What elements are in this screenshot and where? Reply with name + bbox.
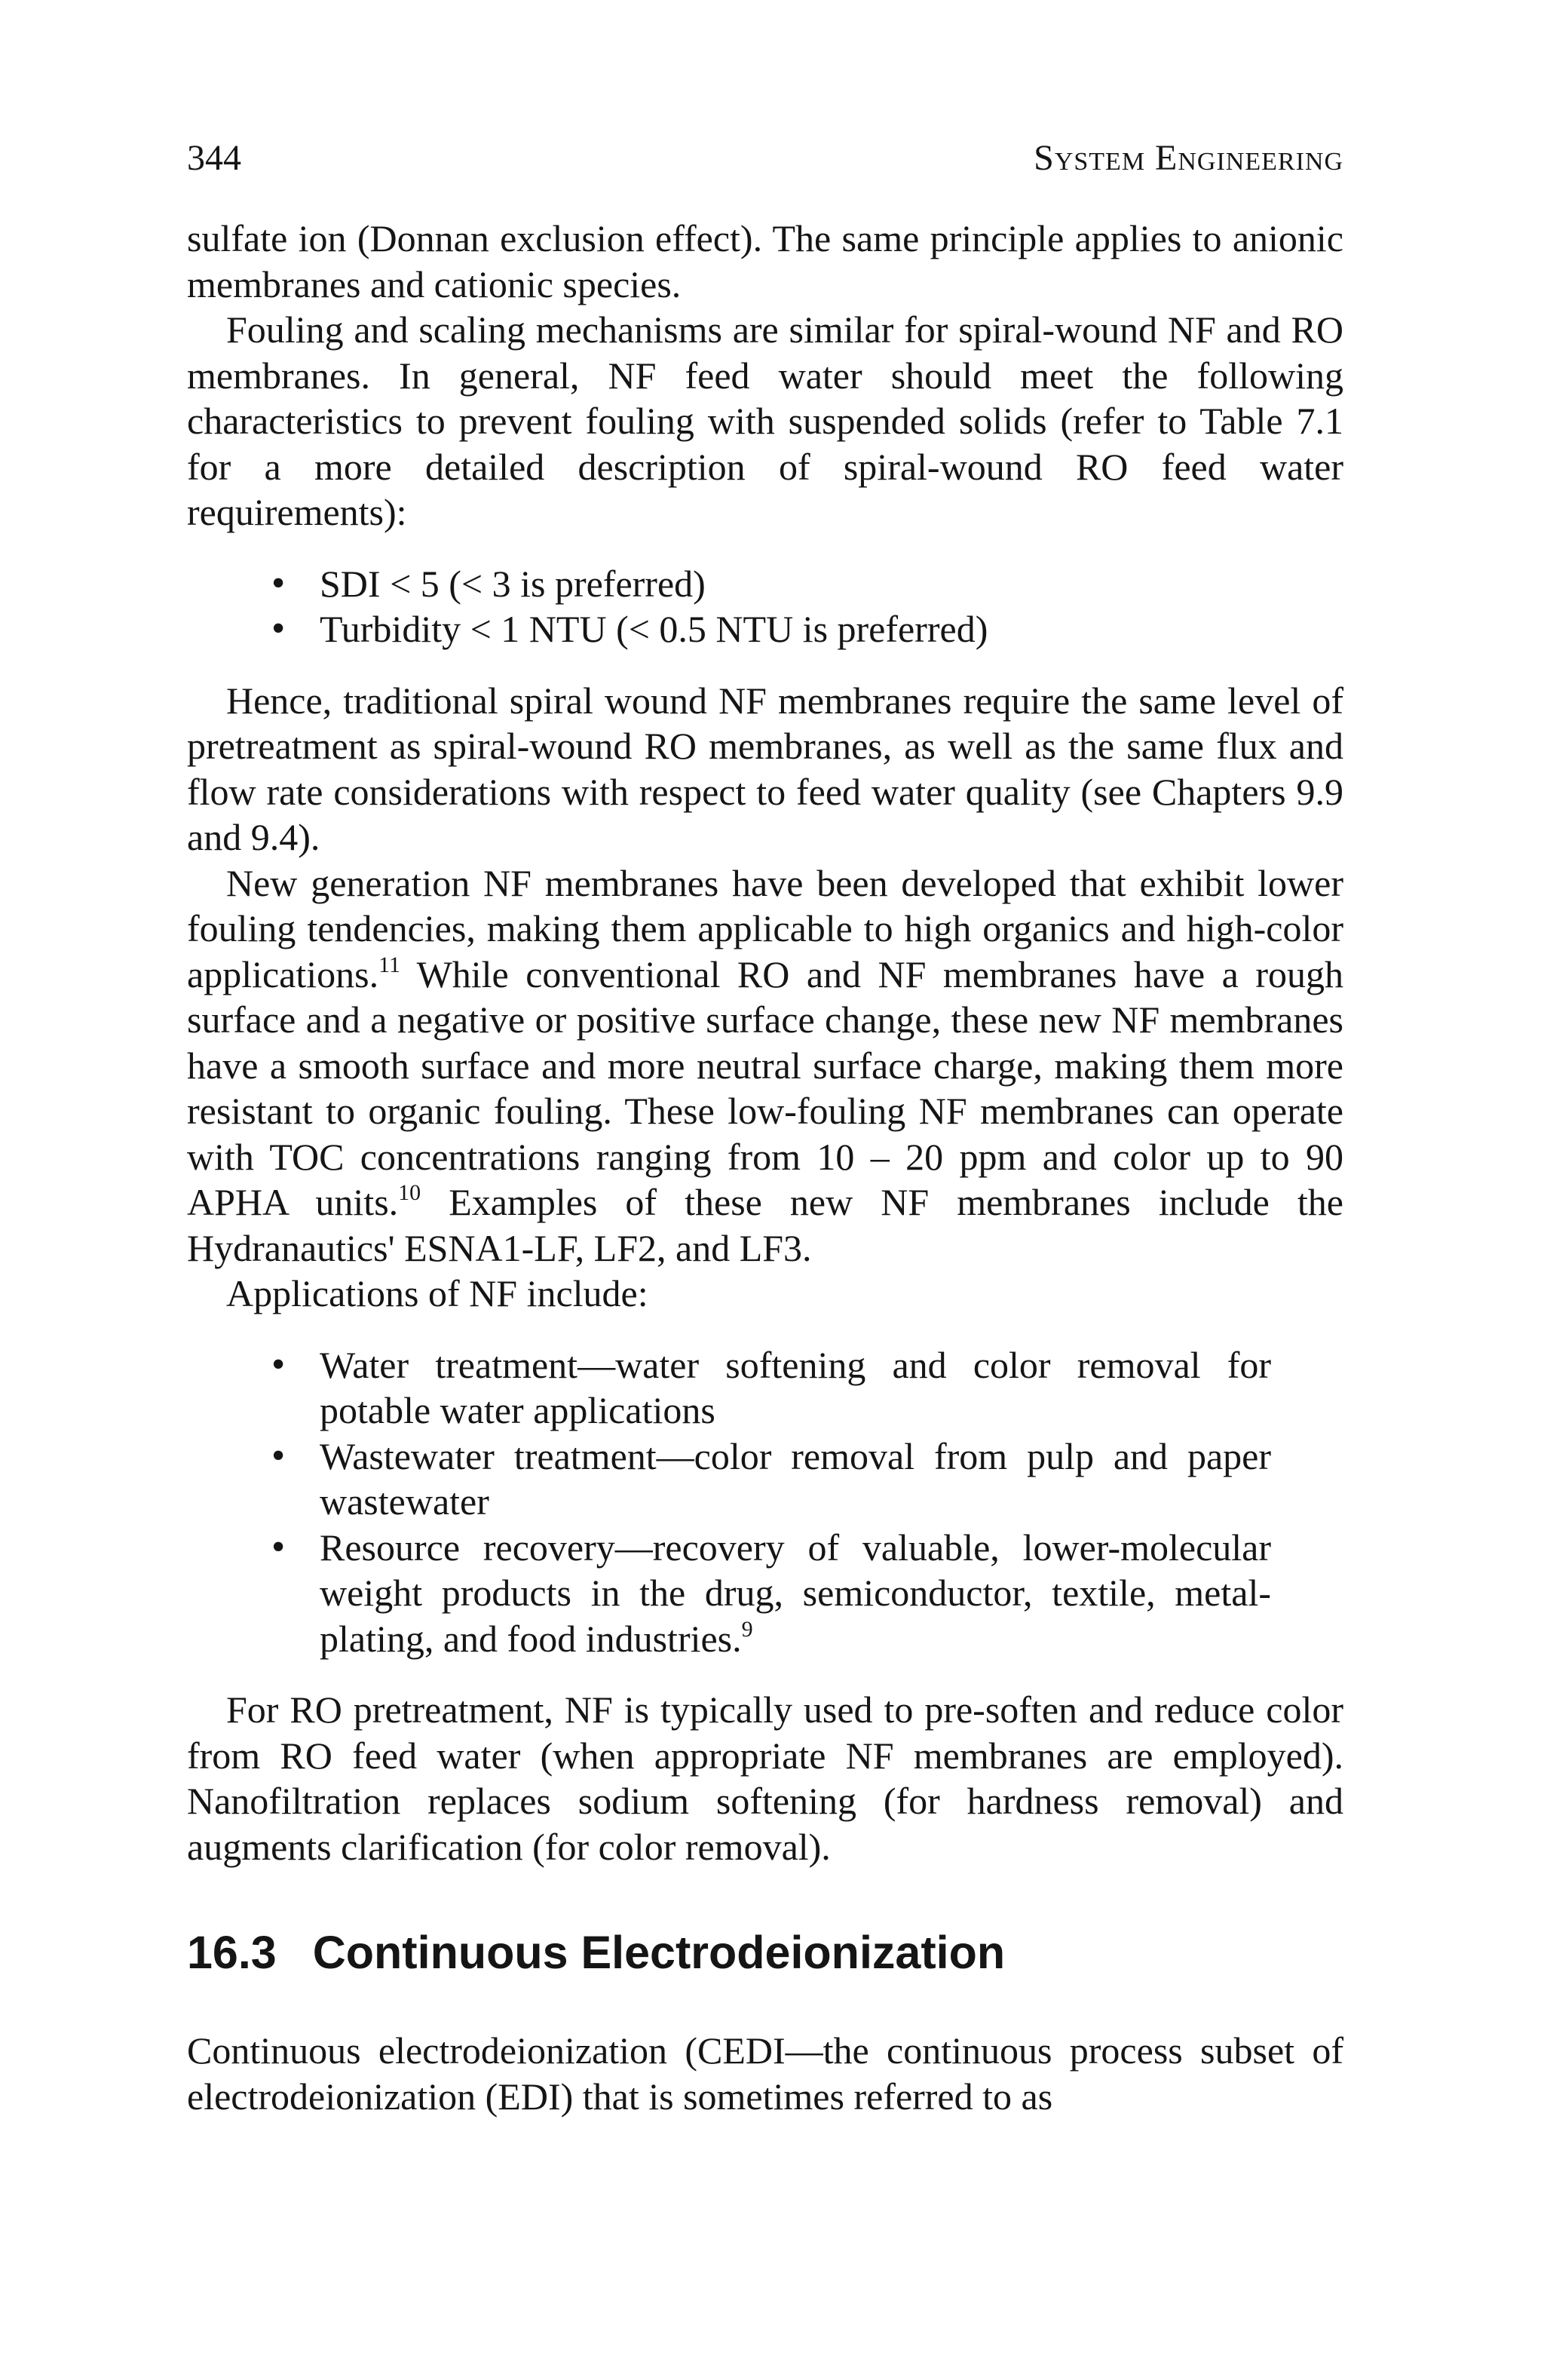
running-head <box>187 136 1343 181</box>
paragraph-fouling: Fouling and scaling mechanisms are similar for spiral-wound NF and RO membranes. In general, NF feed water should meet the following characteristics to prevent fouling with suspended solids (refer to Table 7.1 for a more detailed description of spiral-wound RO feed water requirements): <box>187 308 1343 533</box>
paragraph-new-generation <box>187 860 1343 1271</box>
applications-list <box>187 1342 1343 1662</box>
reference-superscript: 10 <box>398 1180 421 1205</box>
text-segment: New generation NF membranes have been developed that exhibit lower fouling tendencies, making them applicable to high organics and high-color applications. <box>187 861 1343 995</box>
section-number: 16.3 <box>187 1927 277 1978</box>
list-item <box>187 1525 1343 1662</box>
paragraph-pretreatment: Hence, traditional spiral wound NF membranes require the same level of pretreatment as spiral-wound RO membranes, as well as the same flux and flow rate considerations with respect to feed water quality (see Chapters 9.9 and 9.4). <box>187 679 1343 858</box>
list-item: • Wastewater treatment—color removal from pulp and paper wastewater <box>187 1434 1343 1525</box>
reference-superscript: 11 <box>378 952 400 977</box>
body-text <box>187 216 1343 2119</box>
feed-requirements-list <box>187 561 1343 652</box>
text-segment: Examples of these new NF membranes include the Hydranautics' ESNA1-LF, LF2, and LF3. <box>187 1181 1343 1269</box>
list-item: • Water treatment—water softening and color removal for potable water applications <box>187 1342 1343 1434</box>
paragraph-donnan: sulfate ion (Donnan exclusion effect). The same principle applies to anionic membranes and cationic species. <box>187 217 1343 305</box>
book-page <box>187 136 1343 2119</box>
paragraph-ro-pretreatment: For RO pretreatment, NF is typically used to pre-soften and reduce color from RO feed water (when appropriate NF membranes are employed). Nanofiltration replaces sodium softening (for hardness removal) and augments clarification (for color removal). <box>187 1688 1343 1868</box>
text-segment: While conventional RO and NF membranes have a rough surface and a negative or positive surface change, these new NF membranes have a smooth surface and more neutral surface charge, making them more resistant to organic fouling. These low-fouling NF membranes can operate with TOC concentrations ranging from 10 – 20 ppm and color up to 90 APHA units. <box>187 952 1343 1223</box>
running-title: System Engineering <box>1034 138 1343 178</box>
paragraph-cedi: Continuous electrodeionization (CEDI—the continuous process subset of electrodeionization (EDI) that is sometimes referred to as <box>187 2029 1343 2118</box>
list-item: • SDI < 5 (< 3 is preferred) <box>187 561 1343 607</box>
page-number: 344 <box>187 138 241 178</box>
list-item-text: Resource recovery—recovery of valuable, lower-molecular weight products in the drug, semiconductor, textile, metal-plating, and food industries. <box>320 1526 1271 1660</box>
paragraph-applications-intro: Applications of NF include: <box>226 1272 648 1314</box>
reference-superscript: 9 <box>741 1616 753 1642</box>
section-title: Continuous Electrodeionization <box>312 1927 1006 1978</box>
section-heading <box>187 1922 1343 1983</box>
list-item: • Turbidity < 1 NTU (< 0.5 NTU is preferred) <box>187 606 1343 652</box>
